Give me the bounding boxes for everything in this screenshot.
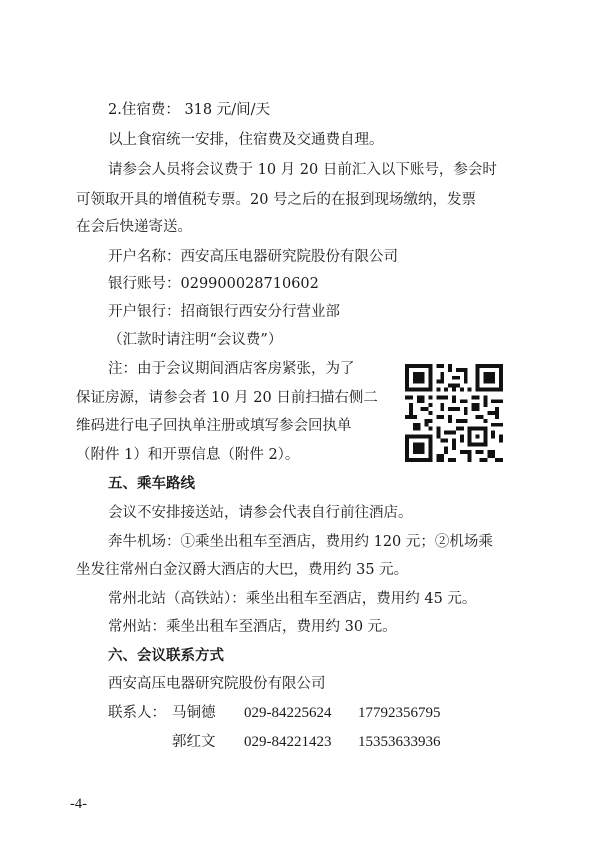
contact-1-phone: 029-84225624	[244, 705, 332, 721]
airport-route-1: 奔牛机场：①乘坐出租车至酒店，费用约 120 元；②机场乘	[108, 534, 493, 550]
section-5-heading: 五、乘车路线	[108, 476, 195, 492]
note-line-2: 保证房源，请参会者 10 月 20 日前扫描右侧二	[76, 390, 378, 406]
note-line-1: 注：由于会议期间酒店客房紧张，为了	[108, 361, 355, 377]
account-number: 银行账号：029900028710602	[108, 276, 319, 292]
payment-instruction-1: 请参会人员将会议费于 10 月 20 日前汇入以下账号，参会时	[108, 162, 497, 178]
payment-instruction-2: 可领取开具的增值税专票。20 号之后的在报到现场缴纳，发票	[76, 192, 477, 208]
section-6-heading: 六、会议联系方式	[108, 648, 224, 664]
payment-instruction-3: 在会后快递寄送。	[76, 219, 192, 235]
note-line-4: （附件 1）和开票信息（附件 2）。	[76, 447, 300, 463]
note-line-3: 维码进行电子回执单注册或填写参会回执单	[76, 418, 352, 434]
lodging-arrangement: 以上食宿统一安排，住宿费及交通费自理。	[108, 132, 384, 148]
contact-org: 西安高压电器研究院股份有限公司	[108, 676, 326, 692]
airport-route-2: 坐发往常州白金汉爵大酒店的大巴，费用约 35 元。	[76, 562, 409, 578]
contact-1-name: 马铜德	[172, 705, 216, 721]
contact-2-name: 郭红文	[172, 734, 216, 750]
bank-name: 开户银行：招商银行西安分行营业部	[108, 304, 340, 320]
contact-1-mobile: 17792356795	[358, 705, 441, 721]
remittance-remark: （汇款时请注明“会议费”）	[108, 332, 283, 348]
transport-intro: 会议不安排接送站，请参会代表自行前往酒店。	[108, 505, 413, 521]
contact-2-phone: 029-84221423	[244, 734, 332, 750]
station-route: 常州站：乘坐出租车至酒店，费用约 30 元。	[108, 619, 397, 635]
lodging-fee: 2.住宿费： 318 元/间/天	[108, 102, 270, 118]
contact-2-mobile: 15353633936	[358, 734, 441, 750]
contact-label: 联系人：	[108, 705, 166, 721]
page-number: -4-	[70, 796, 87, 812]
north-station-route: 常州北站（高铁站）：乘坐出租车至酒店，费用约 45 元。	[108, 591, 477, 607]
account-name: 开户名称：西安高压电器研究院股份有限公司	[108, 249, 398, 265]
qr-code[interactable]	[405, 364, 503, 462]
